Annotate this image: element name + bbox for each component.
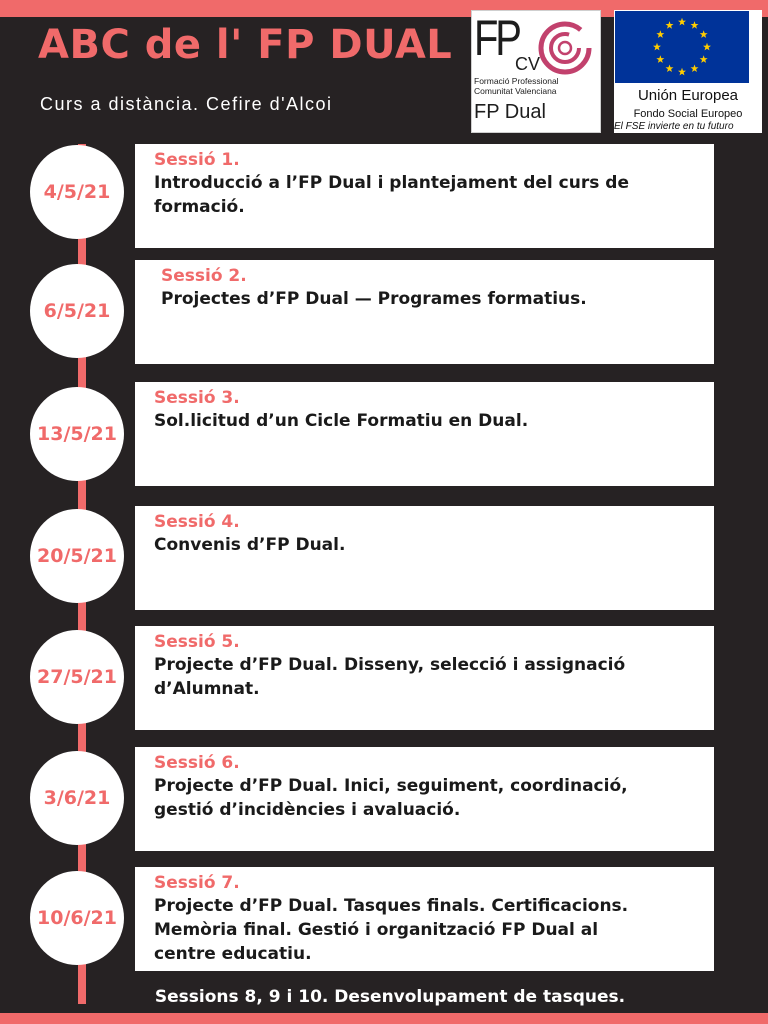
eu-flag-icon	[615, 11, 749, 83]
session-card-4	[135, 506, 714, 610]
eu-logo	[614, 10, 762, 133]
session-card-3	[135, 382, 714, 486]
fp-dual-logo	[471, 10, 601, 133]
fp-logo-line-1: Formació Professional	[474, 76, 559, 86]
date-circle-6: 3/6/21	[30, 751, 124, 845]
footer-note: Sessions 8, 9 i 10. Desenvolupament de tasques.	[154, 987, 626, 1007]
date-circle-7: 10/6/21	[30, 871, 124, 965]
session-label: Sessió 5.	[154, 632, 240, 652]
session-desc-line: Sol.licitud d’un Cicle Formatiu en Dual.	[154, 411, 529, 431]
session-label: Sessió 7.	[154, 873, 240, 893]
session-desc-line: centre educatiu.	[154, 944, 312, 964]
session-desc-line: formació.	[154, 197, 245, 217]
fp-logo-mark-icon	[534, 17, 596, 79]
session-card-7	[135, 867, 714, 971]
session-desc-line: Introducció a l’FP Dual i plantejament del curs de	[154, 173, 629, 193]
page-title: ABC de l' FP DUAL	[38, 22, 453, 68]
date-circle-4: 20/5/21	[30, 509, 124, 603]
date-circle-2: 6/5/21	[30, 264, 124, 358]
eu-name: Unión Europea	[637, 87, 739, 104]
session-desc-line: Memòria final. Gestió i organització FP Dual al	[154, 920, 599, 940]
date-circle-5: 27/5/21	[30, 630, 124, 724]
session-label: Sessió 3.	[154, 388, 240, 408]
session-desc-line: gestió d’incidències i avaluació.	[154, 800, 461, 820]
date-circle-3: 13/5/21	[30, 387, 124, 481]
fp-logo-letters: FP	[474, 10, 519, 66]
session-desc-line: Projectes d’FP Dual — Programes formatius.	[161, 289, 587, 309]
session-label: Sessió 6.	[154, 753, 240, 773]
session-desc-line: Convenis d’FP Dual.	[154, 535, 346, 555]
session-card-6	[135, 747, 714, 851]
page-subtitle: Curs a distància. Cefire d'Alcoi	[40, 94, 333, 114]
session-desc-line: Projecte d’FP Dual. Disseny, selecció i assignació	[154, 655, 626, 675]
bottom-accent-bar	[0, 1013, 768, 1024]
session-card-2	[135, 260, 714, 364]
fp-logo-subtitle	[474, 76, 600, 96]
eu-motto: El FSE invierte en tu futuro	[614, 121, 734, 132]
session-label: Sessió 2.	[161, 266, 247, 286]
date-circle-1: 4/5/21	[30, 145, 124, 239]
session-card-1	[135, 144, 714, 248]
fp-logo-line-2: Comunitat Valenciana	[474, 86, 557, 96]
session-label: Sessió 1.	[154, 150, 240, 170]
session-desc-line: d’Alumnat.	[154, 679, 260, 699]
eu-fund: Fondo Social Europeo	[633, 108, 743, 120]
session-label: Sessió 4.	[154, 512, 240, 532]
session-desc-line: Projecte d’FP Dual. Tasques finals. Certificacions.	[154, 896, 629, 916]
fp-logo-name: FP Dual	[474, 101, 546, 123]
fp-logo-cv: CV	[515, 54, 541, 74]
session-desc-line: Projecte d’FP Dual. Inici, seguiment, coordinació,	[154, 776, 628, 796]
session-card-5	[135, 626, 714, 730]
